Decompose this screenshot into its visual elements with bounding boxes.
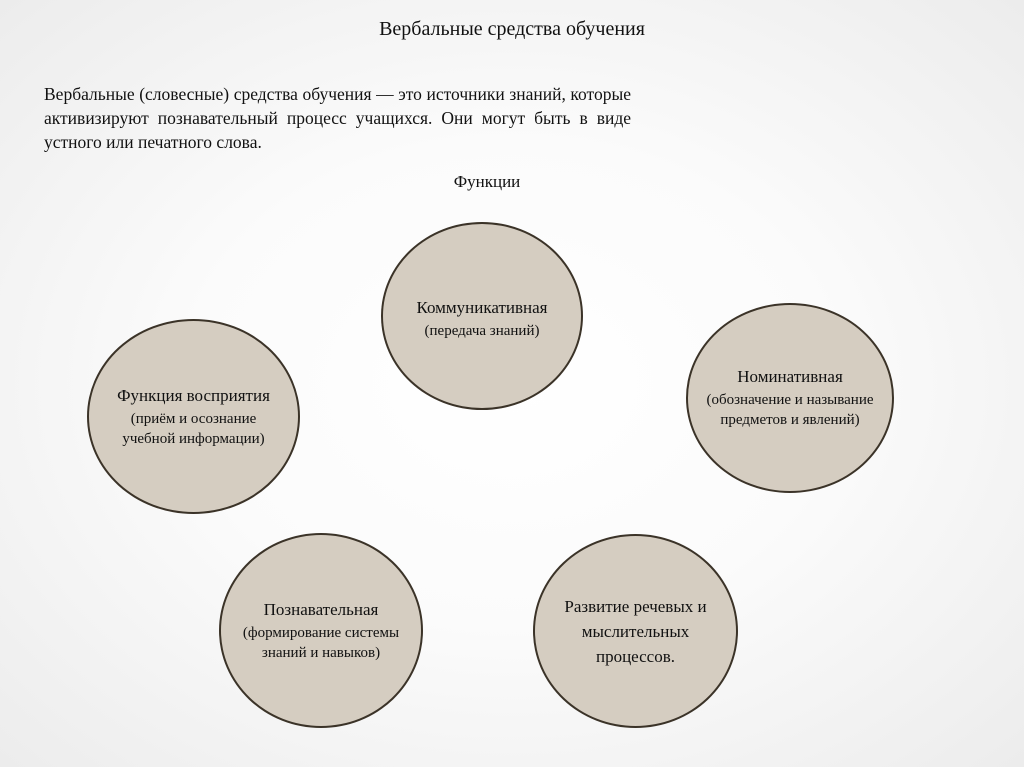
circle-communicative [381,222,583,410]
circle-cognitive [219,533,423,728]
cognitive-title: Познавательная [263,599,379,619]
circle-development [533,534,738,728]
communicative-title: Коммуникативная [416,298,548,317]
slide-title: Вербальные средства обучения [379,18,645,40]
nominative-subtitle-line2: предметов и явлений) [720,412,860,428]
intro-paragraph: Вербальные (словесные) средства обучения — это источники знаний, которые активизируют познавательный процесс учащихся. Они могут быть в виде устного или печатного слова. [44,84,631,152]
nominative-subtitle-line1: (обозначение и называние [706,392,874,408]
cognitive-subtitle-line1: (формирование системы [242,624,400,641]
perception-title: Функция восприятия [117,385,270,405]
perception-subtitle-line1: (приём и осознание [130,410,257,427]
perception-subtitle-line2: учебной информации) [122,430,265,447]
development-line2: мыслительных [581,621,690,641]
communicative-subtitle: (передача знаний) [424,323,540,339]
development-line1: Развитие речевых и [564,596,707,616]
functions-label: Функции [453,172,521,191]
cognitive-subtitle-line2: знаний и навыков) [261,644,381,661]
nominative-title: Номинативная [737,367,843,386]
development-line3: процессов. [595,646,676,666]
circle-perception [87,319,300,514]
circle-nominative [686,303,894,493]
